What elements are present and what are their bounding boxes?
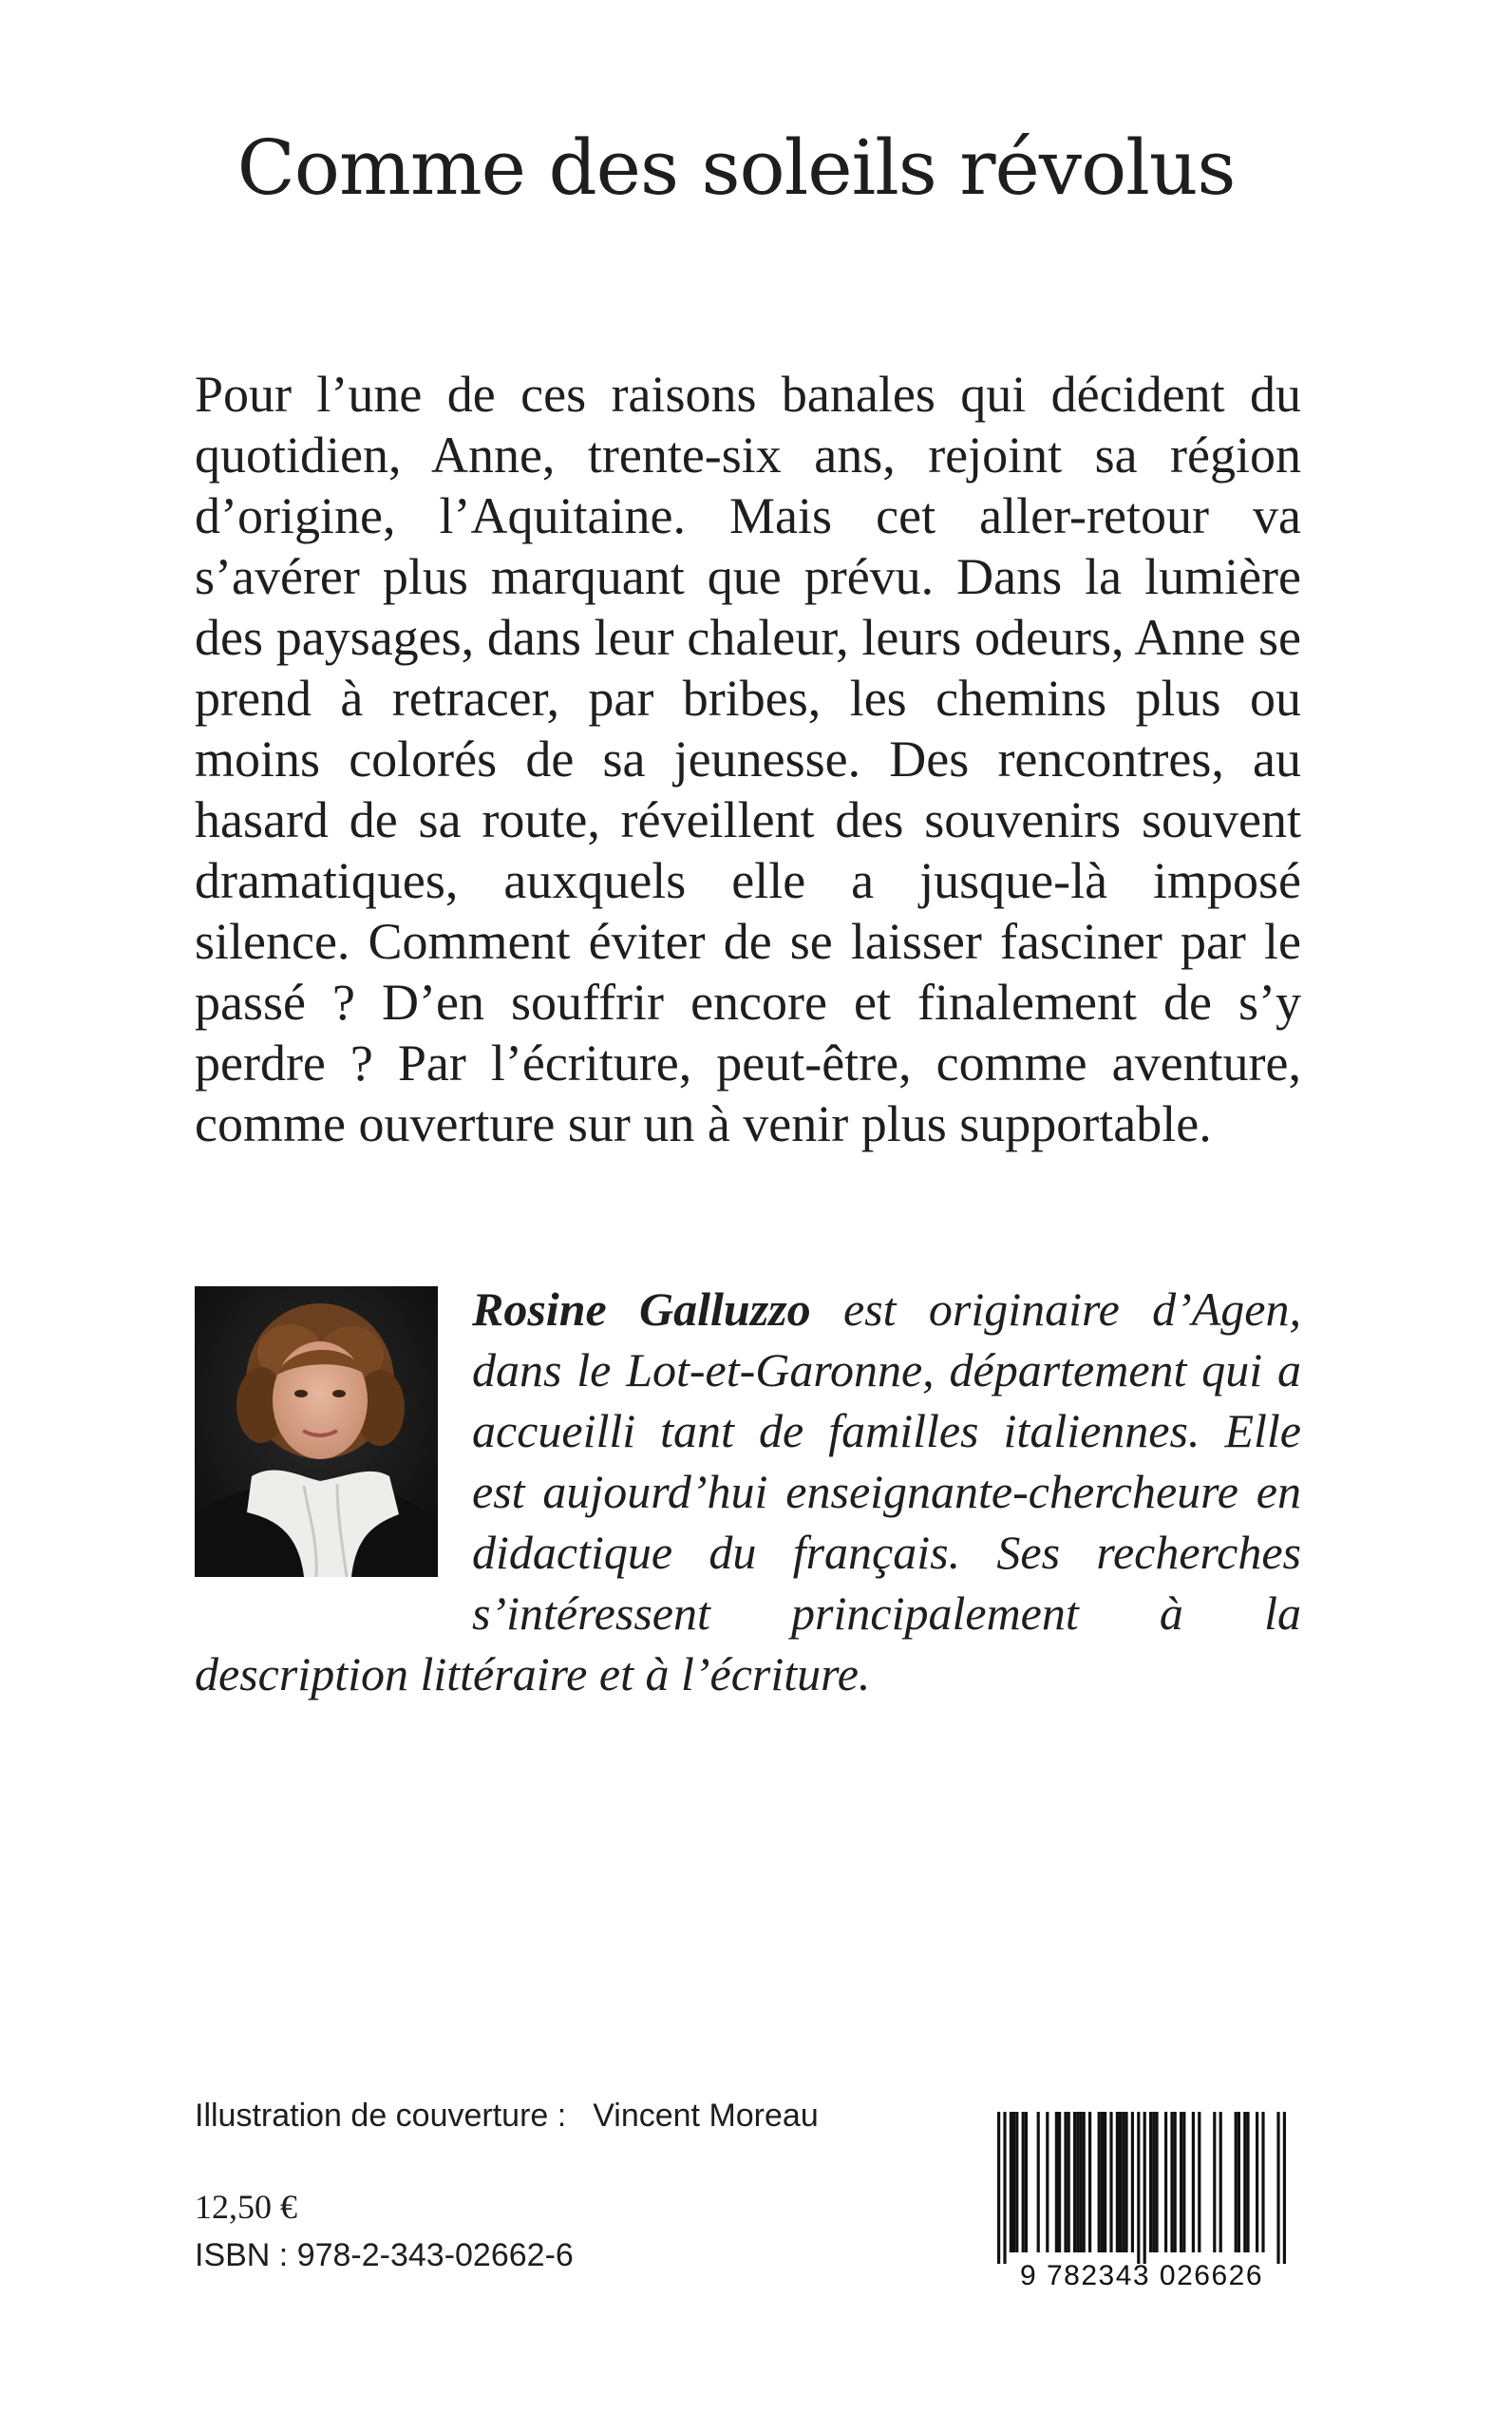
barcode-bar: [1037, 2112, 1040, 2252]
barcode-bar: [1010, 2112, 1012, 2252]
price: 12,50 €: [195, 2188, 297, 2226]
barcode-bar: [1155, 2112, 1158, 2252]
barcode-bar: [1109, 2112, 1112, 2252]
barcode-bar: [1174, 2112, 1177, 2252]
isbn: ISBN : 978-2-343-02662-6: [195, 2237, 574, 2273]
barcode-bar: [997, 2112, 1000, 2264]
barcode-bar: [1256, 2112, 1258, 2252]
barcode-bar: [1076, 2112, 1079, 2252]
barcode-bar: [1261, 2112, 1264, 2252]
barcode-bar: [1025, 2112, 1028, 2252]
barcode-bar: [1137, 2112, 1140, 2264]
barcode-bar: [1068, 2112, 1070, 2252]
barcode-bar: [1192, 2112, 1195, 2252]
synopsis-text: Pour l’une de ces raisons banales qui décident du quotidien, Anne, trente-six ans, rejoint sa région d’origine, l’Aquitaine. Mais cet aller-retour va s’avérer plus marquant que prévu. Dans la lumière des paysages, dans leur chaleur, leurs odeurs, Anne se prend à retracer, par bribes, les chemins plus ou moins colorés de sa jeunesse. Des rencontres, au hasard de sa route, réveillent des souvenirs souvent dramatiques, auxquels elle a jusque-là imposé silence. Comment éviter de se laisser fasciner par le passé ? D’en souffrir encore et finalement de s’y perdre ? Par l’écriture, peut-être, comme aventure, comme ouverture sur un à venir plus supportable.: [195, 366, 1301, 1152]
barcode-bar: [1219, 2112, 1222, 2252]
barcode-bars: [997, 2112, 1286, 2264]
author-section: [195, 1279, 1301, 1704]
barcode-bar: [1170, 2112, 1173, 2252]
barcode-bar: [1198, 2112, 1200, 2252]
book-title: Comme des soleils révolus: [236, 123, 1236, 212]
author-photo: [195, 1286, 438, 1577]
barcode-bar: [1164, 2112, 1167, 2252]
barcode-bar: [1012, 2112, 1015, 2252]
barcode-bar: [1152, 2112, 1155, 2252]
barcode-bar: [1046, 2112, 1049, 2252]
barcode-bar: [1104, 2112, 1106, 2252]
barcode-bar: [1101, 2112, 1104, 2252]
barcode-bar: [1064, 2112, 1067, 2252]
author-name: Rosine Galluzzo: [472, 1282, 811, 1336]
barcode-bar: [1283, 2112, 1286, 2264]
barcode-bar: [1022, 2112, 1025, 2252]
barcode: [978, 2112, 1306, 2292]
author-bio-text: est originaire d’Agen, dans le Lot-et-Garonne, département qui a accueilli tant de familles italiennes. Elle est aujourd’hui enseignante-chercheure en didactique du français. Ses recherches s’intéressent principalement à la description littéraire et à l’écriture.: [195, 1282, 1301, 1700]
barcode-bar: [1213, 2112, 1216, 2252]
barcode-bar: [1122, 2112, 1125, 2252]
credit-name: Vincent Moreau: [593, 2098, 819, 2134]
barcode-bar: [1246, 2112, 1249, 2252]
barcode-bar: [1149, 2112, 1152, 2252]
barcode-bar: [1088, 2112, 1091, 2252]
credit-label: Illustration de couverture :: [195, 2098, 567, 2134]
barcode-bar: [1098, 2112, 1101, 2252]
barcode-bar: [1143, 2112, 1146, 2264]
barcode-digits: 9 782343 026626: [1019, 2260, 1264, 2291]
barcode-bar: [1015, 2112, 1018, 2252]
barcode-bar: [1055, 2112, 1058, 2252]
barcode-bar: [1058, 2112, 1061, 2252]
barcode-bar: [1243, 2112, 1246, 2252]
barcode-bar: [1116, 2112, 1119, 2252]
barcode-bar: [1131, 2112, 1134, 2252]
barcode-bar: [1276, 2112, 1279, 2264]
barcode-bar: [1079, 2112, 1082, 2252]
barcode-bar: [1003, 2112, 1006, 2264]
barcode-bar: [1083, 2112, 1086, 2252]
barcode-bar: [1235, 2112, 1238, 2252]
cover-credit: [195, 2098, 819, 2135]
barcode-bar: [1238, 2112, 1240, 2252]
barcode-bar: [1073, 2112, 1076, 2252]
barcode-bar: [1180, 2112, 1182, 2252]
barcode-bar: [1119, 2112, 1122, 2252]
barcode-bar: [1182, 2112, 1185, 2252]
barcode-bar: [1125, 2112, 1127, 2252]
